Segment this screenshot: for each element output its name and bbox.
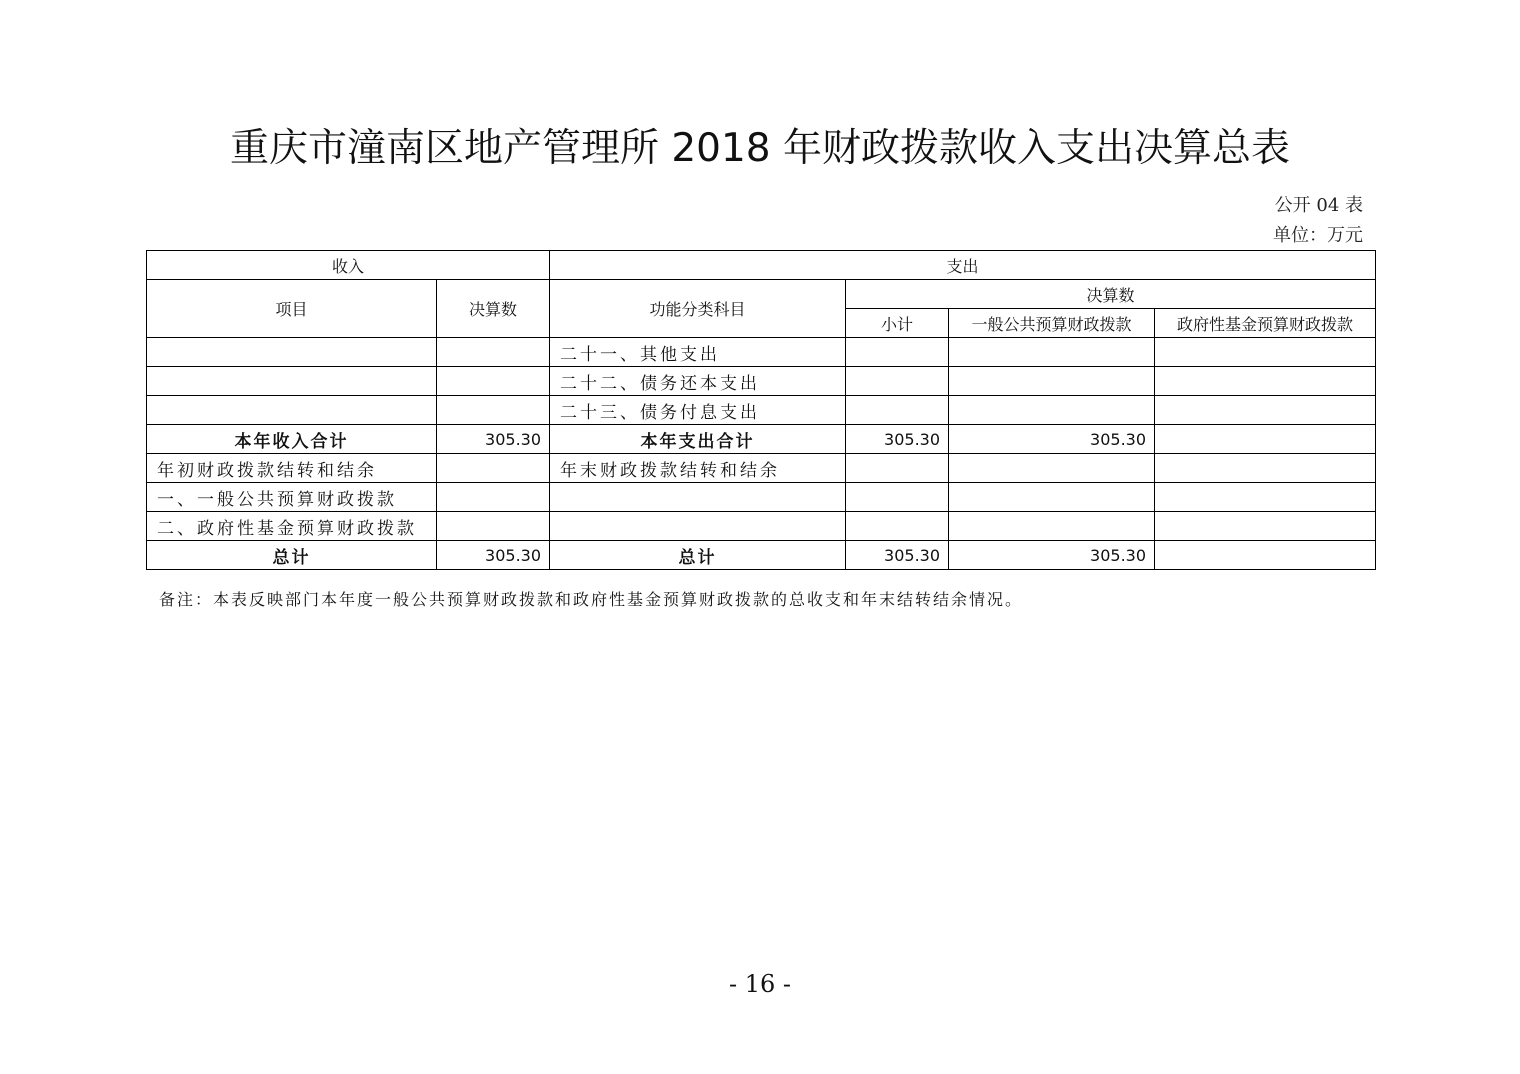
table-row: [147, 454, 1376, 483]
cell-amount: [437, 396, 550, 425]
cell-item: 本年收入合计: [147, 425, 437, 454]
cell-subtotal: [846, 396, 949, 425]
cell-function: 年末财政拨款结转和结余: [550, 454, 846, 483]
header-expense: 支出: [550, 251, 1376, 280]
cell-fund: [1155, 338, 1376, 367]
header-row-2: [147, 280, 1376, 309]
table-row: [147, 396, 1376, 425]
table-row: [147, 338, 1376, 367]
cell-general: [949, 454, 1155, 483]
table-row: [147, 367, 1376, 396]
header-function-category: 功能分类科目: [550, 280, 846, 338]
cell-amount: [437, 483, 550, 512]
cell-fund: [1155, 367, 1376, 396]
table-row: [147, 512, 1376, 541]
cell-amount: 305.30: [437, 425, 550, 454]
cell-general: [949, 512, 1155, 541]
header-income: 收入: [147, 251, 550, 280]
header-government-fund-budget: 政府性基金预算财政拨款: [1155, 309, 1376, 338]
header-subtotal: 小计: [846, 309, 949, 338]
document-title: 重庆市潼南区地产管理所 2018 年财政拨款收入支出决算总表: [229, 126, 1291, 171]
cell-fund: [1155, 425, 1376, 454]
header-row-1: [147, 251, 1376, 280]
cell-amount: [437, 367, 550, 396]
cell-item: 总计: [147, 541, 437, 570]
cell-function: 二十二、债务还本支出: [550, 367, 846, 396]
cell-subtotal: [846, 512, 949, 541]
cell-item: 年初财政拨款结转和结余: [147, 454, 437, 483]
cell-function: [550, 483, 846, 512]
cell-general: [949, 483, 1155, 512]
cell-function: 二十一、其他支出: [550, 338, 846, 367]
header-item: 项目: [147, 280, 437, 338]
cell-amount: 305.30: [437, 541, 550, 570]
cell-item: [147, 367, 437, 396]
cell-subtotal: [846, 367, 949, 396]
cell-general: 305.30: [949, 541, 1155, 570]
cell-function: 本年支出合计: [550, 425, 846, 454]
cell-subtotal: [846, 483, 949, 512]
cell-fund: [1155, 396, 1376, 425]
cell-amount: [437, 338, 550, 367]
budget-summary-table: [146, 250, 1376, 570]
cell-fund: [1155, 541, 1376, 570]
header-final-amount: 决算数: [437, 280, 550, 338]
cell-fund: [1155, 483, 1376, 512]
cell-function: 总计: [550, 541, 846, 570]
cell-fund: [1155, 454, 1376, 483]
header-general-public-budget: 一般公共预算财政拨款: [949, 309, 1155, 338]
cell-subtotal: 305.30: [846, 541, 949, 570]
cell-fund: [1155, 512, 1376, 541]
header-expense-final-amount: 决算数: [846, 280, 1376, 309]
cell-amount: [437, 512, 550, 541]
table-row-grand-total: [147, 541, 1376, 570]
cell-amount: [437, 454, 550, 483]
table-number: 公开 04 表: [1274, 195, 1363, 216]
cell-subtotal: [846, 454, 949, 483]
cell-function: 二十三、债务付息支出: [550, 396, 846, 425]
table-note: 备注：本表反映部门本年度一般公共预算财政拨款和政府性基金预算财政拨款的总收支和年末结转结余情况。: [159, 590, 1024, 609]
table-row-total-current-year: [147, 425, 1376, 454]
cell-general: [949, 338, 1155, 367]
cell-general: [949, 367, 1155, 396]
cell-function: [550, 512, 846, 541]
unit-label: 单位：万元: [1273, 225, 1363, 246]
cell-general: [949, 396, 1155, 425]
page-number: - 16 -: [728, 970, 791, 998]
cell-subtotal: 305.30: [846, 425, 949, 454]
cell-subtotal: [846, 338, 949, 367]
cell-item: [147, 338, 437, 367]
cell-item: 二、政府性基金预算财政拨款: [147, 512, 437, 541]
cell-item: [147, 396, 437, 425]
table-row: [147, 483, 1376, 512]
cell-item: 一、一般公共预算财政拨款: [147, 483, 437, 512]
cell-general: 305.30: [949, 425, 1155, 454]
